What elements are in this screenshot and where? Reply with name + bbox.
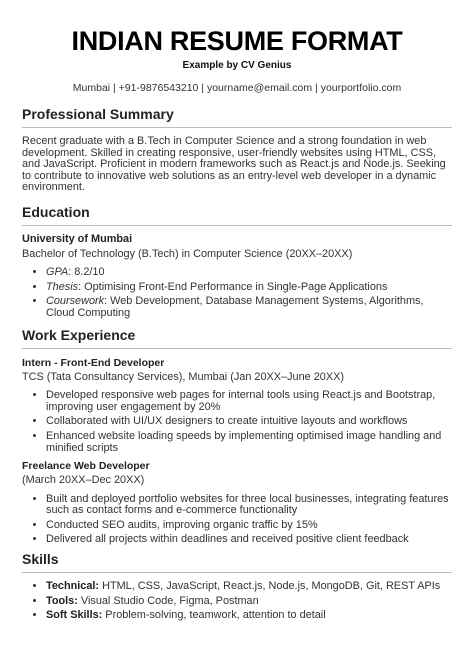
job-meta: (March 20XX–Dec 20XX) bbox=[22, 474, 145, 487]
contact-line: Mumbai | +91-9876543210 | yourname@email.com | yourportfolio.com bbox=[72, 82, 402, 94]
education-school: University of Mumbai bbox=[22, 232, 133, 245]
job-title: Freelance Web Developer bbox=[22, 460, 150, 473]
education-item-value: Optimising Front-End Performance in Single-Page Applications bbox=[84, 280, 388, 293]
education-list bbox=[22, 267, 452, 319]
list-item bbox=[46, 596, 452, 608]
experience-heading: Work Experience bbox=[22, 327, 452, 349]
list-item bbox=[46, 610, 452, 622]
education-item-value: 8.2/10 bbox=[74, 266, 105, 279]
education-degree: Bachelor of Technology (B.Tech) in Computer Science (20XX–20XX) bbox=[22, 247, 353, 260]
job-entry bbox=[22, 357, 452, 455]
skill-label: Tools: bbox=[46, 594, 78, 607]
list-item: • Delivered all projects within deadlines and received positive client feedback bbox=[46, 534, 452, 546]
summary-text: Recent graduate with a B.Tech in Computer Science and a strong foundation in web development. Skilled in creating responsive, user-friendly websites using HTML, CSS, and JavaScript. Proficient in modern frameworks such as React.js and Node.js. Seeking to contribute to innovative web solutions as an entry-level web developer in a dynamic environment. bbox=[22, 135, 446, 194]
job-entry bbox=[22, 460, 452, 546]
job-bullets bbox=[22, 494, 452, 546]
experience-section bbox=[22, 327, 452, 547]
education-item-sep: : bbox=[104, 295, 111, 308]
education-item-sep: : bbox=[68, 266, 75, 279]
list-item bbox=[46, 282, 452, 294]
education-item-sep: : bbox=[78, 280, 85, 293]
education-item-label: Thesis bbox=[46, 280, 79, 293]
list-item: • Conducted SEO audits, improving organic traffic by 15% bbox=[46, 520, 452, 532]
education-item-value: Web Development, Database Management Systems, Algorithms, Cloud Computing bbox=[46, 295, 424, 319]
skill-value: Problem-solving, teamwork, attention to detail bbox=[102, 609, 326, 622]
skill-value: HTML, CSS, JavaScript, React.js, Node.js, MongoDB, Git, REST APIs bbox=[99, 580, 441, 593]
summary-section bbox=[22, 106, 452, 194]
list-item: • Built and deployed portfolio websites for three local businesses, integrating features such as contact forms and e-commerce functionality bbox=[46, 494, 452, 517]
skills-heading: Skills bbox=[22, 551, 452, 573]
skill-label: Technical: bbox=[46, 580, 100, 593]
skills-section bbox=[22, 551, 452, 622]
skill-label: Soft Skills: bbox=[46, 609, 103, 622]
resume-subtitle: Example by CV Genius bbox=[182, 60, 292, 71]
job-title: Intern - Front-End Developer bbox=[22, 356, 165, 369]
list-item bbox=[46, 267, 452, 279]
skill-value: Visual Studio Code, Figma, Postman bbox=[77, 594, 259, 607]
list-item: • Developed responsive web pages for internal tools using React.js and Bootstrap, improving user engagement by 20% bbox=[46, 390, 452, 413]
list-item: • Collaborated with UI/UX designers to create intuitive layouts and workflows bbox=[46, 416, 452, 428]
list-item bbox=[46, 581, 452, 593]
summary-heading: Professional Summary bbox=[22, 106, 452, 128]
list-item: • Enhanced website loading speeds by implementing optimised image handling and minified scripts bbox=[46, 431, 452, 454]
education-item-label: GPA bbox=[46, 266, 69, 279]
education-section bbox=[22, 204, 452, 320]
list-item bbox=[46, 296, 452, 319]
skills-list bbox=[22, 581, 452, 622]
education-item-label: Coursework bbox=[46, 295, 105, 308]
job-meta: TCS (Tata Consultancy Services), Mumbai (Jan 20XX–June 20XX) bbox=[22, 370, 345, 383]
education-heading: Education bbox=[22, 204, 452, 226]
job-bullets bbox=[22, 390, 452, 454]
resume-title: INDIAN RESUME FORMAT bbox=[71, 26, 403, 56]
